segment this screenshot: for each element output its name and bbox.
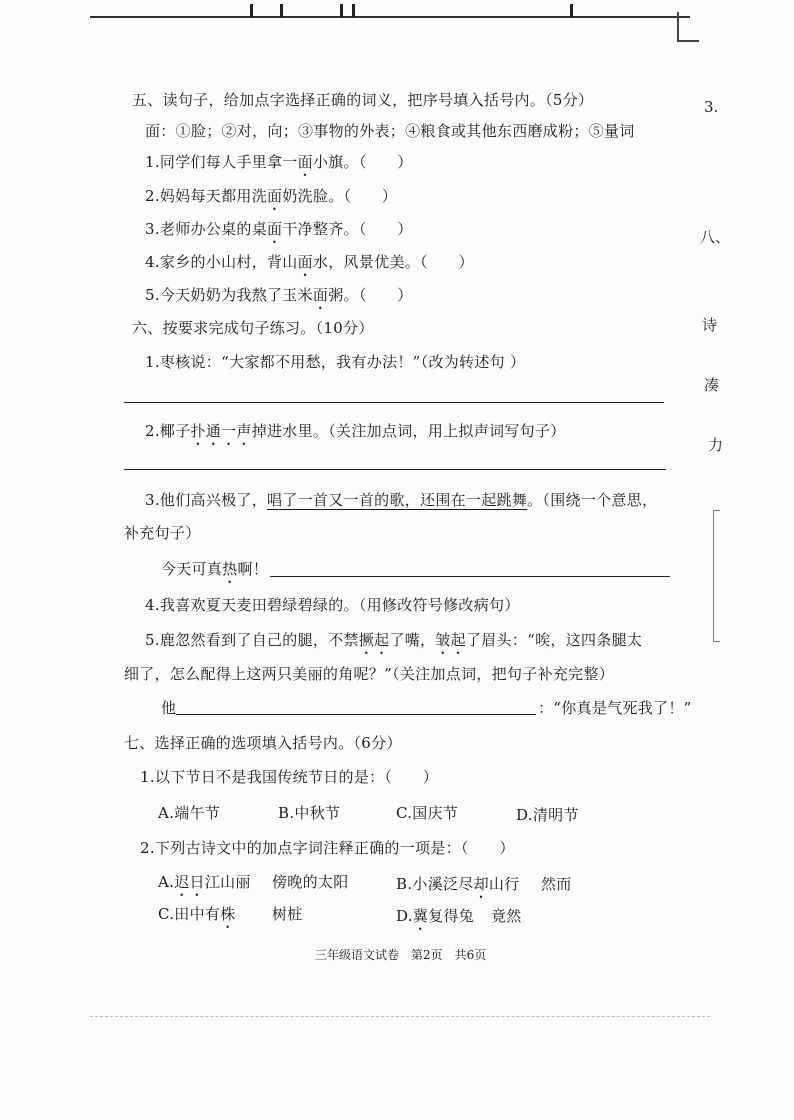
section6-q5-prefix: 他 (161, 699, 177, 717)
section6-q2: 2.椰子扑通一声掉进水里。（关注加点词，用上拟声词写句子） (145, 422, 566, 440)
scan-top-band (90, 0, 690, 22)
q2-option-d[interactable]: D.冀复得兔 (396, 907, 475, 925)
section5-title: 五、读句子，给加点字选择正确的词义，把序号填入括号内。（5分） (132, 91, 594, 109)
section6-q3: 3.他们高兴极了，唱了一首又一首的歌，还围在一起跳舞。（围绕一个意思， (145, 491, 658, 509)
section5-q5: 5.今天奶奶为我熬了玉米面粥。（ ） (145, 286, 413, 304)
q2-option-b[interactable]: B.小溪泛尽却山行 (396, 875, 520, 893)
q1-option-d[interactable]: D.清明节 (516, 806, 579, 824)
margin-text-2: 八、 (700, 228, 731, 246)
q2-option-a[interactable]: A.迟日江山丽 (158, 873, 251, 891)
section6-q5-cont: 细了，怎么配得上这两只美丽的角呢？”（关注加点词，把句子补充完整） (124, 665, 615, 683)
page-footer: 三年级语文试卷 第2页 共6页 (315, 948, 487, 962)
answer-line-q5[interactable] (176, 714, 536, 715)
margin-text-4: 凑 (704, 376, 720, 394)
q2-option-a-gloss: 傍晚的太阳 (272, 873, 349, 891)
scan-corner-mark (677, 12, 699, 42)
q2-option-c-gloss: 树桩 (272, 905, 303, 923)
answer-line-q2[interactable] (124, 469, 666, 470)
margin-text-3: 诗 (702, 316, 718, 334)
answer-line-q1[interactable] (124, 402, 664, 403)
section6-q5: 5.鹿忽然看到了自己的腿，不禁撅起了嘴，皱起了眉头：“唉，这四条腿太 (145, 631, 643, 649)
margin-text-5: 力 (708, 436, 724, 454)
section5-q1: 1.同学们每人手里拿一面小旗。（ ） (145, 153, 413, 171)
q2-option-b-gloss: 然而 (541, 875, 572, 893)
section7-title: 七、选择正确的选项填入括号内。（6分） (124, 734, 402, 752)
section6-title: 六、按要求完成句子练习。（10分） (132, 319, 374, 337)
section6-q5-suffix: ：“你真是气死我了！” (538, 699, 692, 717)
q1-option-b[interactable]: B.中秋节 (278, 804, 341, 822)
q2-option-d-gloss: 竟然 (491, 907, 522, 925)
section5-q3: 3.老师办公桌的桌面干净整齐。（ ） (145, 220, 413, 238)
q1-option-c[interactable]: C.国庆节 (396, 804, 459, 822)
section6-q1: 1.枣核说：“大家都不用愁，我有办法！”（改为转述句 ） (145, 353, 526, 371)
q1-option-a[interactable]: A.端午节 (158, 804, 221, 822)
section6-q4: 4.我喜欢夏天麦田碧绿碧绿的。（用修改符号修改病句） (145, 596, 520, 614)
answer-line-q3[interactable] (270, 576, 670, 577)
section6-q3-cont: 补充句子） (124, 524, 201, 542)
section5-q2: 2.妈妈每天都用洗面奶洗脸。（ ） (145, 187, 398, 205)
section6-q3-prefix: 今天可真热啊！ (161, 560, 269, 578)
section5-meanings: 面：①脸；②对，向；③事物的外表；④粮食或其他东西磨成粉；⑤量词 (145, 122, 635, 140)
adjacent-page-strip (700, 0, 794, 1120)
section7-q1: 1.以下节日不是我国传统节日的是：（ ） (140, 768, 439, 786)
scan-bottom-edge (90, 1016, 710, 1017)
section5-q4: 4.家乡的小山村，背山面水，风景优美。（ ） (145, 253, 474, 271)
margin-text-1: 3. (704, 98, 719, 116)
section7-q2: 2.下列古诗文中的加点字词注释正确的一项是：（ ） (140, 839, 515, 857)
q2-option-c[interactable]: C.田中有株 (158, 905, 236, 923)
